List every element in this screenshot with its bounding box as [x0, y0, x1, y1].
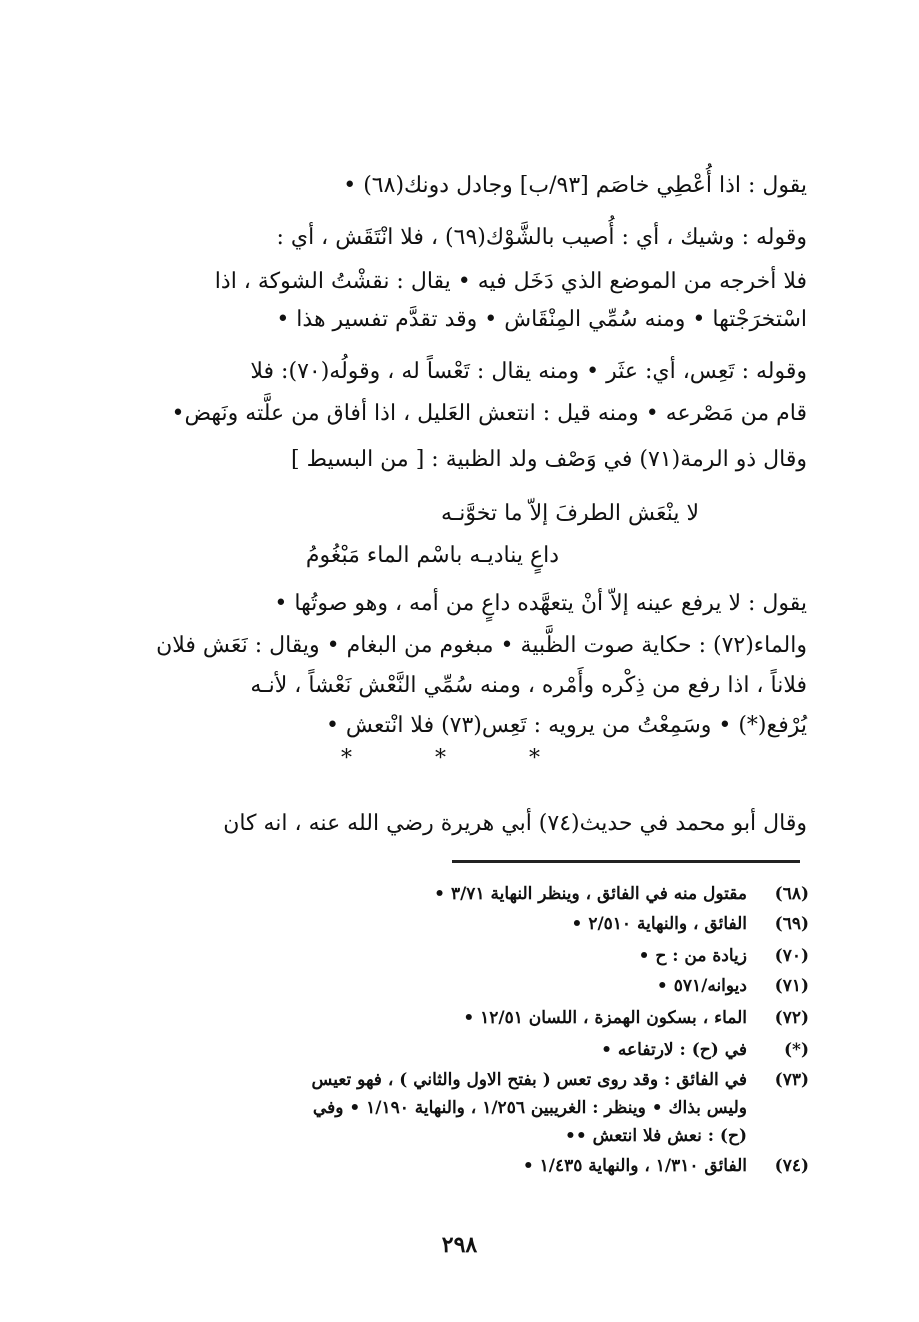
footnote-number: (٧٠) [774, 946, 809, 966]
body-line-1: يقول : اذا أُعْطِي خاصَم [٩٣/ب] وجادل دونك(٦٨) • [343, 173, 807, 198]
body-line-3: فلا أخرجه من الموضع الذي دَخَل فيه • يقال : نقشْتُ الشوكة ، اذا [214, 269, 807, 294]
footnote-text: ديوانه/٥٧١ • [656, 976, 747, 996]
verse-line-1: لا ينْعَش الطرفَ إلاّ ما تخوَّنـه [441, 501, 699, 526]
footnote-number: (*) [784, 1040, 809, 1060]
body-line-7: وقال ذو الرمة(٧١) في وَصْف ولد الظبية : [ من البسيط ] [291, 447, 807, 472]
body-line-8: يقول : لا يرفع عينه إلاّ أنْ يتعهَّده داعٍ من أمه ، وهو صوتُها • [274, 591, 807, 616]
body-line-10: فلاناً ، اذا رفع من ذِكْره وأَمْره ، ومنه سُمِّي النَّعْش نَعْشاً ، لأنـه [250, 673, 807, 698]
footnote-text: في الفائق : وقد روى تعس ( بفتح الاول والثاني ) ، فهو تعيس [311, 1070, 747, 1090]
body-line-11: يُرْفع(*) • وسَمِعْتُ من يرويه : تَعِس(٧٣) فلا انْتعش • [325, 713, 807, 738]
footnote-text: في (ح) : لارتفاعه • [601, 1040, 747, 1060]
footnote-continuation: (ح) : نعش فلا انتعش •• [565, 1126, 747, 1146]
page-number: ٢٩٨ [441, 1232, 478, 1258]
footnote-text: الماء ، بسكون الهمزة ، اللسان ١٢/٥١ • [463, 1008, 747, 1028]
body-line-5: وقوله : تَعِس، أي: عثَر • ومنه يقال : تَعْساً له ، وقولُه(٧٠): فلا [250, 359, 807, 384]
body-line-4: اسْتخرَجْتها • ومنه سُمِّي المِنْقَاش • وقد تقدَّم تفسير هذا • [276, 307, 807, 332]
footnote-number: (٧٢) [774, 1008, 809, 1028]
footnote-number: (٧١) [774, 976, 809, 996]
footnote-separator [452, 860, 800, 863]
body-line-6: قام من مَصْرعه • ومنه قيل : انتعش العَليل ، اذا أفاق من علَّته ونَهض• [171, 401, 807, 426]
body-line-9: والماء(٧٢) : حكاية صوت الظَّبية • مبغوم من البغام • ويقال : نَعَش فلان [156, 633, 807, 658]
footnote-number: (٦٩) [774, 914, 809, 934]
footnote-number: (٧٣) [774, 1070, 809, 1090]
verse-line-2: داعٍ ينادیـه باسْم الماء مَبْغُومُ [305, 543, 559, 568]
body-line-2: وقوله : وشيك ، أي : أُصيب بالشَّوْك(٦٩) ، فلا انْتَقَش ، أي : [276, 225, 807, 250]
footnote-number: (٦٨) [774, 884, 809, 904]
footnote-number: (٧٤) [774, 1156, 809, 1176]
footnote-text: الفائق ١/٣١٠ ، والنهاية ١/٤٣٥ • [522, 1156, 747, 1176]
footnote-text: الفائق ، والنهاية ٢/٥١٠ • [571, 914, 747, 934]
body-line-12: وقال أبو محمد في حديث(٧٤) أبي هريرة رضي الله عنه ، انه كان [223, 811, 807, 836]
footnote-continuation: وليس بذاك • وينظر : الغريبين ١/٢٥٦ ، والنهاية ١/١٩٠ • وفي [312, 1098, 747, 1118]
section-divider-stars: * * * [341, 746, 578, 771]
footnote-text: زيادة من : ح • [638, 946, 747, 966]
footnote-text: مقتول منه في الفائق ، وينظر النهاية ٣/٧١ • [434, 884, 747, 904]
